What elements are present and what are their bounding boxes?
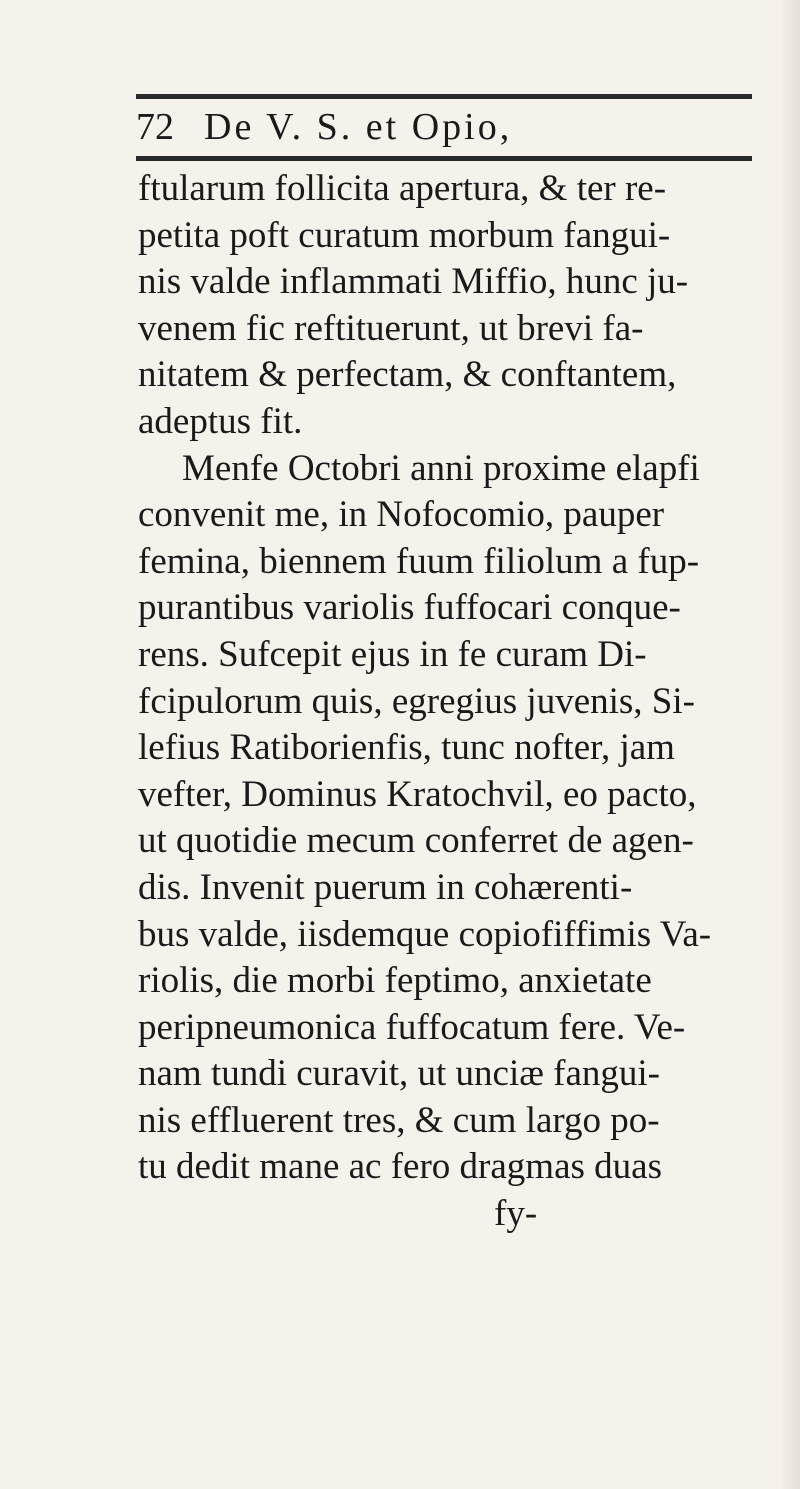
text-line: adeptus fit. — [138, 400, 303, 442]
text-line: ut quotidie mecum conferret de agen- — [138, 820, 694, 862]
text-line: vefter, Dominus Kratochvil, eo pacto, — [138, 773, 697, 815]
header-rule-top — [136, 94, 752, 99]
text-line: femina, biennem fuum filiolum a fup- — [138, 540, 700, 582]
body-text — [138, 166, 758, 1238]
text-line: purantibus variolis fuffocari conque- — [138, 587, 681, 629]
paragraph-start-line: Menfe Octobri anni proxime elapfi — [182, 447, 700, 489]
text-line: rens. Sufcepit ejus in fe curam Di- — [138, 633, 647, 675]
text-line: nis valde inflammati Miffio, hunc ju- — [138, 261, 689, 303]
text-line: lefius Ratiborienfis, tunc nofter, jam — [138, 727, 675, 769]
text-line: dis. Invenit puerum in cohærenti- — [138, 866, 633, 908]
text-line: bus valde, iisdemque copiofiffimis Va- — [138, 913, 712, 955]
text-line: nitatem & perfectam, & conftantem, — [138, 354, 677, 396]
running-head — [136, 104, 696, 150]
text-line: ftularum follicita apertura, & ter re- — [138, 168, 667, 209]
text-line: nam tundi curavit, ut unciæ fangui- — [138, 1053, 660, 1095]
header-rule-bottom — [136, 156, 752, 161]
text-line: tu dedit mane ac fero dragmas duas — [138, 1146, 662, 1188]
text-line: peripneumonica fuffocatum fere. Ve- — [138, 1006, 686, 1048]
page-number: 72 — [136, 106, 174, 148]
text-line: riolis, die morbi feptimo, anxietate — [138, 960, 652, 1002]
running-title: De V. S. et Opio, — [204, 106, 513, 148]
text-line: convenit me, in Nofocomio, pauper — [138, 494, 665, 536]
text-line: fcipulorum quis, egregius juvenis, Si- — [138, 680, 695, 722]
catchword: fy- — [494, 1193, 538, 1235]
page-edge-shadow — [782, 0, 800, 1489]
text-line: venem fic reftituerunt, ut brevi fa- — [138, 307, 644, 349]
text-line: nis effluerent tres, & cum largo po- — [138, 1099, 660, 1141]
text-line: petita poft curatum morbum fangui- — [138, 214, 671, 256]
